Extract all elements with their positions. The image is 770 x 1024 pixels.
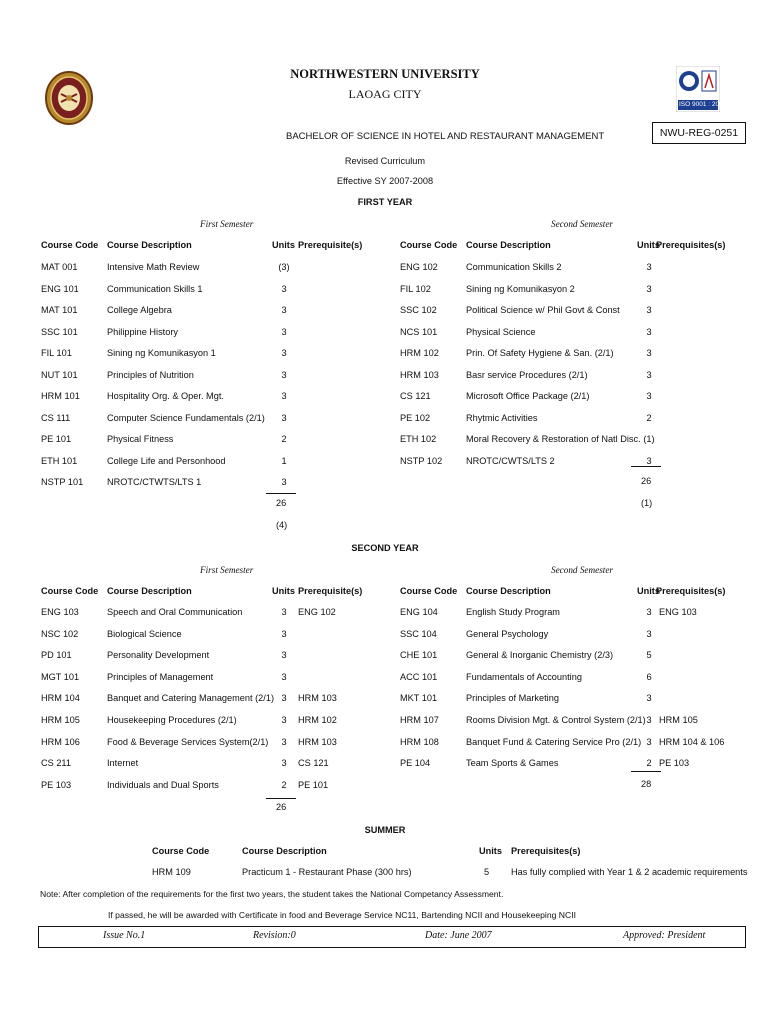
note-assessment: Note: After completion of the requirements for the first two years, the student takes the National Competancy Assessment. [40,889,504,899]
course-description: Hospitality Org. & Oper. Mgt. [107,391,224,401]
course-code: ETH 102 [400,434,437,444]
fy2-col-desc: Course Description [466,240,551,250]
course-code: HRM 107 [400,715,439,725]
course-prerequisite: HRM 105 [659,715,698,725]
summer-units: 5 [484,867,490,877]
course-units: 3 [281,305,287,315]
course-description: Banquet Fund & Catering Service Pro (2/1) [466,736,642,747]
course-description: Basr service Procedures (2/1) [466,369,588,380]
course-description: Communication Skills 1 [107,283,203,294]
summer-col-code: Course Code [152,846,210,856]
course-units: 3 [281,607,287,617]
fy2-col-prereq: Prerequisites(s) [656,240,726,250]
fy1-total-rule [266,493,296,494]
course-units: 1 [281,455,287,466]
course-code: HRM 102 [400,348,439,358]
sy-first-semester-label: First Semester [200,565,254,575]
course-units: 3 [281,650,287,661]
document-code: NWU-REG-0251 [652,122,746,144]
footer-approved: Approved: President [623,930,706,941]
summer-col-prereq: Prerequisites(s) [511,846,581,856]
summer-prereq: Has fully complied with Year 1 & 2 academic requirements [511,867,748,877]
fy1-col-prereq: Prerequisite(s) [298,240,363,250]
course-code: HRM 105 [41,715,80,725]
course-description: Banquet and Catering Management (2/1) [107,693,275,704]
course-units: 3 [646,628,652,639]
course-description: Computer Science Fundamentals (2/1) [107,412,265,423]
course-code: PD 101 [41,650,72,661]
course-code: HRM 103 [400,369,439,380]
course-units: (1) [643,434,655,444]
course-code: ACC 101 [400,671,438,682]
sy2-col-units: Units [637,586,660,596]
course-units: 5 [646,650,652,661]
course-units: 3 [646,262,652,272]
course-units: 3 [646,693,652,704]
program-title: BACHELOR OF SCIENCE IN HOTEL AND RESTAURANT MANAGEMENT [286,131,605,142]
fy2-total-extra: (1) [641,498,653,508]
course-code: HRM 101 [41,391,80,401]
fy1-total: 26 [276,498,287,508]
university-city: LAOAG CITY [348,87,422,101]
course-prerequisite: PE 101 [298,779,329,790]
sy1-col-prereq: Prerequisite(s) [298,586,363,596]
course-description: Intensive Math Review [107,262,200,272]
fy-second-semester-label: Second Semester [551,219,613,229]
course-code: PE 104 [400,758,431,769]
course-description: Biological Science [107,628,182,639]
course-prerequisite: ENG 103 [659,607,697,617]
course-prerequisite: CS 121 [298,758,329,769]
course-description: Moral Recovery & Restoration of Natl Disc. [466,434,641,444]
course-description: Microsoft Office Package (2/1) [466,391,590,401]
course-prerequisite: PE 103 [659,758,690,769]
sy2-col-desc: Course Description [466,586,551,596]
course-description: NROTC/CWTS/LTS 2 [466,455,555,466]
effective-year: Effective SY 2007-2008 [336,176,434,186]
course-units: 2 [646,412,652,423]
course-units: 3 [281,671,287,682]
course-code: NCS 101 [400,326,438,337]
summer-col-desc: Course Description [242,846,327,856]
course-prerequisite: HRM 104 & 106 [659,736,725,747]
footer-revision: Revision:0 [253,930,296,941]
summer-title: SUMMER [364,825,406,835]
fy1-col-units: Units [272,240,295,250]
sy2-col-prereq: Prerequisites(s) [656,586,726,596]
course-units: 3 [281,693,287,704]
course-code: MAT 001 [41,262,78,272]
course-description: Philippine History [107,326,178,337]
course-prerequisite: HRM 102 [298,715,337,725]
course-description: Political Science w/ Phil Govt & Const [466,305,620,315]
course-description: NROTC/CTWTS/LTS 1 [107,477,202,487]
course-prerequisite: ENG 102 [298,607,336,617]
course-code: ETH 101 [41,455,78,466]
course-description: Sining ng Komunikasyon 2 [466,283,575,294]
course-prerequisite: HRM 103 [298,736,337,747]
course-units: 3 [281,715,287,725]
fy1-col-desc: Course Description [107,240,192,250]
course-code: SSC 104 [400,628,437,639]
course-units: 3 [646,305,652,315]
course-units: 3 [646,607,652,617]
sy2-total: 28 [641,779,652,789]
sy1-col-code: Course Code [41,586,99,596]
university-name: NORTHWESTERN UNIVERSITY [290,67,480,81]
course-description: Sining ng Komunikasyon 1 [107,348,216,358]
course-code: PE 101 [41,434,72,444]
revised-curriculum: Revised Curriculum [344,156,426,166]
course-code: SSC 101 [41,326,78,337]
course-code: MGT 101 [41,671,80,682]
course-code: HRM 104 [41,693,80,704]
course-units: 3 [281,758,287,769]
course-description: Food & Beverage Services System(2/1) [107,736,269,747]
summer-col-units: Units [479,846,502,856]
fy1-col-code: Course Code [41,240,99,250]
course-description: Individuals and Dual Sports [107,779,219,790]
course-description: General Psychology [466,628,549,639]
fy2-total-rule [631,466,661,467]
course-description: Principles of Management [107,671,214,682]
course-description: Team Sports & Games [466,758,559,769]
course-units: 6 [646,671,652,682]
sy2-total-rule [631,771,661,772]
course-code: ENG 103 [41,607,79,617]
course-units: 3 [281,412,287,423]
course-units: 3 [646,283,652,294]
sy1-total-rule [266,798,296,799]
course-units: 3 [646,348,652,358]
summer-desc: Practicum 1 - Restaurant Phase (300 hrs) [242,867,412,877]
course-units: 3 [646,736,652,747]
course-description: Rhytmic Activities [466,412,538,423]
course-code: HRM 106 [41,736,80,747]
fy1-total-extra: (4) [276,520,288,530]
course-units: 3 [281,283,287,294]
fy2-total: 26 [641,476,652,486]
iso-label: ISO 9001 : 2000 [679,101,727,108]
course-description: English Study Program [466,607,560,617]
course-code: PE 102 [400,412,431,423]
course-description: Internet [107,758,139,769]
second-year-title: SECOND YEAR [351,543,419,553]
course-units: 3 [281,326,287,337]
fy-first-semester-label: First Semester [200,219,254,229]
course-description: Rooms Division Mgt. & Control System (2/1) [466,715,646,725]
course-units: 3 [281,477,287,487]
course-code: ENG 102 [400,262,438,272]
course-units: 3 [646,455,652,466]
course-units: 2 [646,758,652,769]
course-description: Communication Skills 2 [466,262,562,272]
course-code: NUT 101 [41,369,78,380]
course-code: CS 211 [41,758,71,769]
course-code: NSTP 101 [41,477,84,487]
course-code: PE 103 [41,779,72,790]
document-footer [38,926,746,948]
course-units: 3 [646,369,652,380]
course-units: 2 [281,779,287,790]
summer-code: HRM 109 [152,867,191,877]
first-year-title: FIRST YEAR [357,197,413,207]
course-units: 3 [281,628,287,639]
course-code: HRM 108 [400,736,439,747]
sy-second-semester-label: Second Semester [551,565,613,575]
course-units: 3 [646,326,652,337]
sy1-total: 26 [276,802,287,812]
course-description: Personality Development [107,650,210,661]
course-units: 3 [281,369,287,380]
footer-issue: Issue No.1 [103,930,146,941]
course-description: Principles of Marketing [466,693,559,704]
fy2-col-units: Units [637,240,660,250]
sy1-col-units: Units [272,586,295,596]
course-prerequisite: HRM 103 [298,693,337,704]
course-code: CHE 101 [400,650,438,661]
course-code: NSTP 102 [400,455,443,466]
course-code: MKT 101 [400,693,438,704]
note-certificate: If passed, he will be awarded with Certificate in food and Beverage Service NC11, Bartending NCII and Housekeeping NCII [108,910,576,920]
course-units: 3 [281,736,287,747]
course-description: Housekeeping Procedures (2/1) [107,715,237,725]
course-code: MAT 101 [41,305,78,315]
course-description: Physical Fitness [107,434,174,444]
course-code: ENG 101 [41,283,79,294]
course-description: Principles of Nutrition [107,369,194,380]
course-units: 2 [281,434,287,444]
course-description: College Algebra [107,305,172,315]
course-code: CS 111 [41,412,71,423]
course-code: NSC 102 [41,628,79,639]
course-description: Physical Science [466,326,536,337]
course-code: ENG 104 [400,607,438,617]
course-units: 3 [281,391,287,401]
course-description: Prin. Of Safety Hygiene & San. (2/1) [466,348,614,358]
course-description: College Life and Personhood [107,455,226,466]
course-code: CS 121 [400,391,431,401]
course-code: FIL 102 [400,283,431,294]
footer-date: Date: June 2007 [425,930,492,941]
course-units: 3 [646,391,652,401]
course-code: SSC 102 [400,305,437,315]
course-units: 3 [281,348,287,358]
fy2-col-code: Course Code [400,240,458,250]
course-code: FIL 101 [41,348,72,358]
course-description: Fundamentals of Accounting [466,671,582,682]
sy2-col-code: Course Code [400,586,458,596]
course-units: 3 [646,715,652,725]
course-description: Speech and Oral Communication [107,607,243,617]
course-units: (3) [278,262,290,272]
course-description: General & Inorganic Chemistry (2/3) [466,650,614,661]
sy1-col-desc: Course Description [107,586,192,596]
